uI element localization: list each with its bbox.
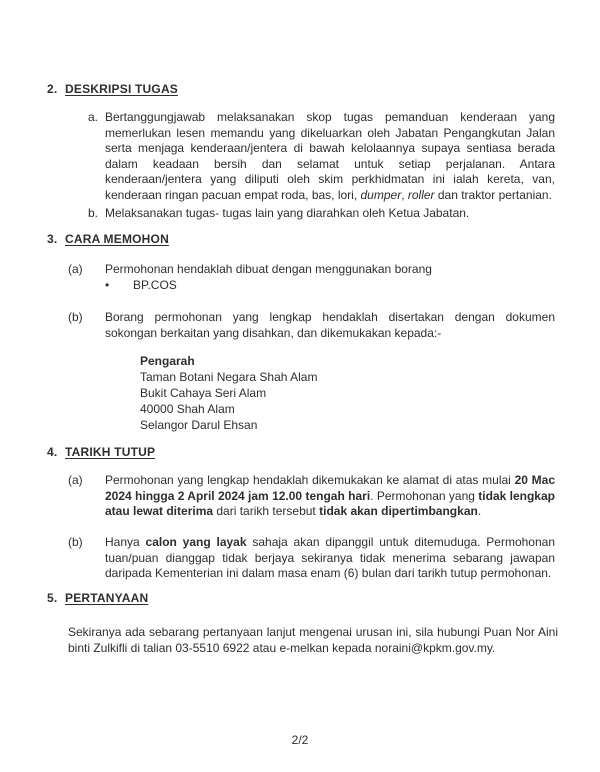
- document-content: [47, 0, 558, 772]
- bold-run: tidak lengkap atau lewat diterima: [105, 488, 555, 518]
- section-4-title: TARIKH TUTUP: [65, 445, 156, 459]
- text-run: Bertanggungjawab melaksanakan skop tugas pemanduan kenderaan yang memerlukan lesen memandu yang dikeluarkan oleh Jabatan Pengangkutan Jalan serta menjaga kenderaan/jentera di bawah kelolaannya supaya sentiasa berada dalam keadaan bersih dan selamat untuk setiap perjalanan. Antara kenderaan/jentera yang diliputi oleh skim perkhidmatan ini ialah kereta, van, kenderaan ringan pacuan empat roda, bas, lori,: [105, 110, 555, 202]
- section-3-item-b: [68, 310, 555, 341]
- bold-run: calon yang layak: [145, 535, 247, 549]
- item-a-paragraph: [105, 473, 555, 520]
- item-b-marker: (b): [68, 535, 83, 549]
- enquiry-paragraph: Sekiranya ada sebarang pertanyaan lanjut mengenai urusan ini, sila hubungi Puan Nor Aini binti Zulkifli di talian 03-5510 6922 atau e-melkan kepada noraini@kpkm.gov.my.: [68, 625, 558, 655]
- form-name: BP.COS: [133, 278, 177, 292]
- section-2-title: DESKRIPSI TUGAS: [65, 82, 179, 96]
- item-b-paragraph: Melaksanakan tugas- tugas lain yang diarahkan oleh Ketua Jabatan.: [105, 206, 470, 220]
- address-line: Taman Botani Negara Shah Alam: [140, 370, 318, 384]
- section-5-heading: [47, 591, 555, 607]
- bold-run: 20 Mac 2024 hingga 2 April 2024 jam 12.00 tengah hari: [105, 473, 556, 503]
- section-5-number: 5.: [47, 591, 58, 605]
- section-4-item-b: [68, 535, 555, 582]
- section-4-heading: [47, 445, 555, 461]
- text-run: . Permohonan yang: [370, 488, 479, 503]
- section-3-heading: [47, 232, 555, 248]
- text-run: dan traktor pertanian.: [434, 187, 552, 202]
- address-recipient: Pengarah: [140, 354, 195, 368]
- italic-run: roller: [407, 187, 435, 202]
- item-a-paragraph: Permohonan hendaklah dibuat dengan menggunakan borang: [105, 262, 432, 276]
- section-5-title: PERTANYAAN: [65, 591, 149, 605]
- text-run: .: [477, 504, 482, 518]
- address-line: 40000 Shah Alam: [140, 402, 235, 416]
- text-run: sahaja akan dipanggil untuk ditemuduga. Permohonan tuan/puan dianggap tidak berjaya sekiranya tidak menerima sebarang jawapan daripada Kementerian ini dalam masa enam (6) bulan dari tarikh tutup permohonan.: [105, 535, 556, 580]
- section-3-title: CARA MEMOHON: [65, 232, 169, 246]
- text-run: Permohonan yang lengkap hendaklah dikemukakan ke alamat di atas mulai: [105, 473, 515, 487]
- section-2-number: 2.: [47, 82, 58, 96]
- item-b-marker: b.: [88, 206, 99, 220]
- item-b-marker: (b): [68, 310, 83, 324]
- section-2-item-b: [88, 206, 555, 222]
- item-a-marker: a.: [88, 110, 99, 124]
- section-4-number: 4.: [47, 445, 58, 459]
- item-b-paragraph: Borang permohonan yang lengkap hendaklah disertakan dengan dokumen sokongan berkaitan yang disahkan, dan dikemukakan kepada:-: [105, 310, 555, 340]
- section-2-heading: [47, 82, 555, 98]
- item-b-paragraph: [105, 535, 555, 582]
- text-run: Hanya: [105, 535, 146, 549]
- section-3-item-a: [68, 262, 555, 278]
- section-2-item-a: [88, 110, 555, 203]
- bold-run: tidak akan dipertimbangkan: [319, 504, 478, 518]
- italic-run: dumper: [360, 187, 402, 202]
- section-3-number: 3.: [47, 232, 58, 246]
- section-4-item-a: [68, 473, 555, 520]
- text-run: dari tarikh tersebut: [213, 504, 320, 518]
- postal-address: [140, 353, 555, 433]
- address-line: Bukit Cahaya Seri Alam: [140, 386, 267, 400]
- item-a-marker: (a): [68, 473, 83, 487]
- form-bullet-line: [105, 278, 555, 294]
- item-a-marker: (a): [68, 262, 83, 276]
- bullet-icon: •: [105, 278, 110, 292]
- address-line: Selangor Darul Ehsan: [140, 418, 258, 432]
- page-number: 2/2: [291, 733, 309, 747]
- text-run: ,: [401, 187, 408, 202]
- item-a-paragraph: [105, 110, 555, 203]
